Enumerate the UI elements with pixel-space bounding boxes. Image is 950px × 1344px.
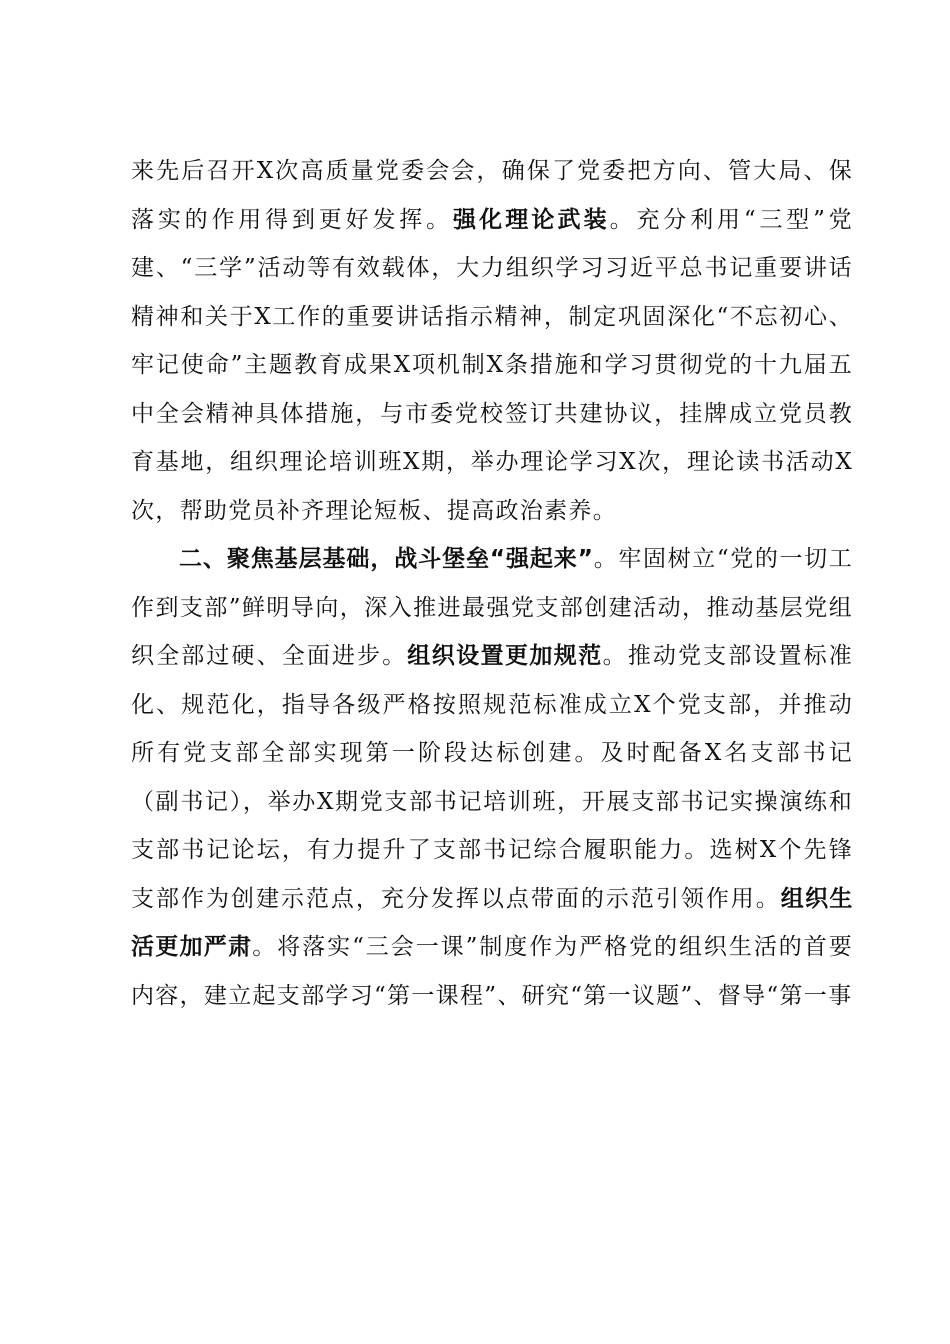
paragraph-text: 来先后召开X次高质量党委会会，确保了党委把方向、管大局、保落实的作用得到更好发挥。 [131,158,853,233]
bold-subheading: 强化理论武装 [452,206,610,233]
paragraph-text: 。推动党支部设置标准化、规范化，指导各级严格按照规范标准成立X个党支部，并推动所有党支部全部实现第一阶段达标创建。及时配备X名支部书记（副书记），举办X期党支部书记培训班，开展支部书记实操演练和支部书记论坛，有力提升了支部书记综合履职能力。选树X个先锋支部作为创建示范点，充分发挥以点带面的示范引领作用。 [131,643,853,912]
paragraph-grassroots [131,535,853,1020]
section-heading: 二、聚焦基层基础，战斗堡垒“强起来” [179,546,594,572]
bold-subheading: 组织设置更加规范 [407,643,603,669]
paragraph-text: 。充分利用“三型”党建、“三学”活动等有效载体，大力组织学习习近平总书记重要讲话精神和关于X工作的重要讲话指示精神，制定巩固深化“不忘初心、牢记使命”主题教育成果X项机制X条措施和学习贯彻党的十九届五中全会精神具体措施，与市委党校签订共建协议，挂牌成立党员教育基地，组织理论培训班X期，举办理论学习X次，理论读书活动X次，帮助党员补齐理论短板、提高政治素养。 [131,206,853,524]
paragraph-text: 。牢固树立“党的一切工作到支部”鲜明导向，深入推进最强党支部创建活动，推动基层党组织全部过硬、全面进步。 [131,546,853,669]
paragraph-text: 。将落实“三会一课”制度作为严格党的组织生活的首要内容，建立起支部学习“第一课程”、研究“第一议题”、督导“第一事 [131,934,853,1009]
bold-subheading: 组织生活更加严肃 [131,885,853,960]
paragraph-theory-study [131,147,853,535]
document-body [131,147,853,1020]
